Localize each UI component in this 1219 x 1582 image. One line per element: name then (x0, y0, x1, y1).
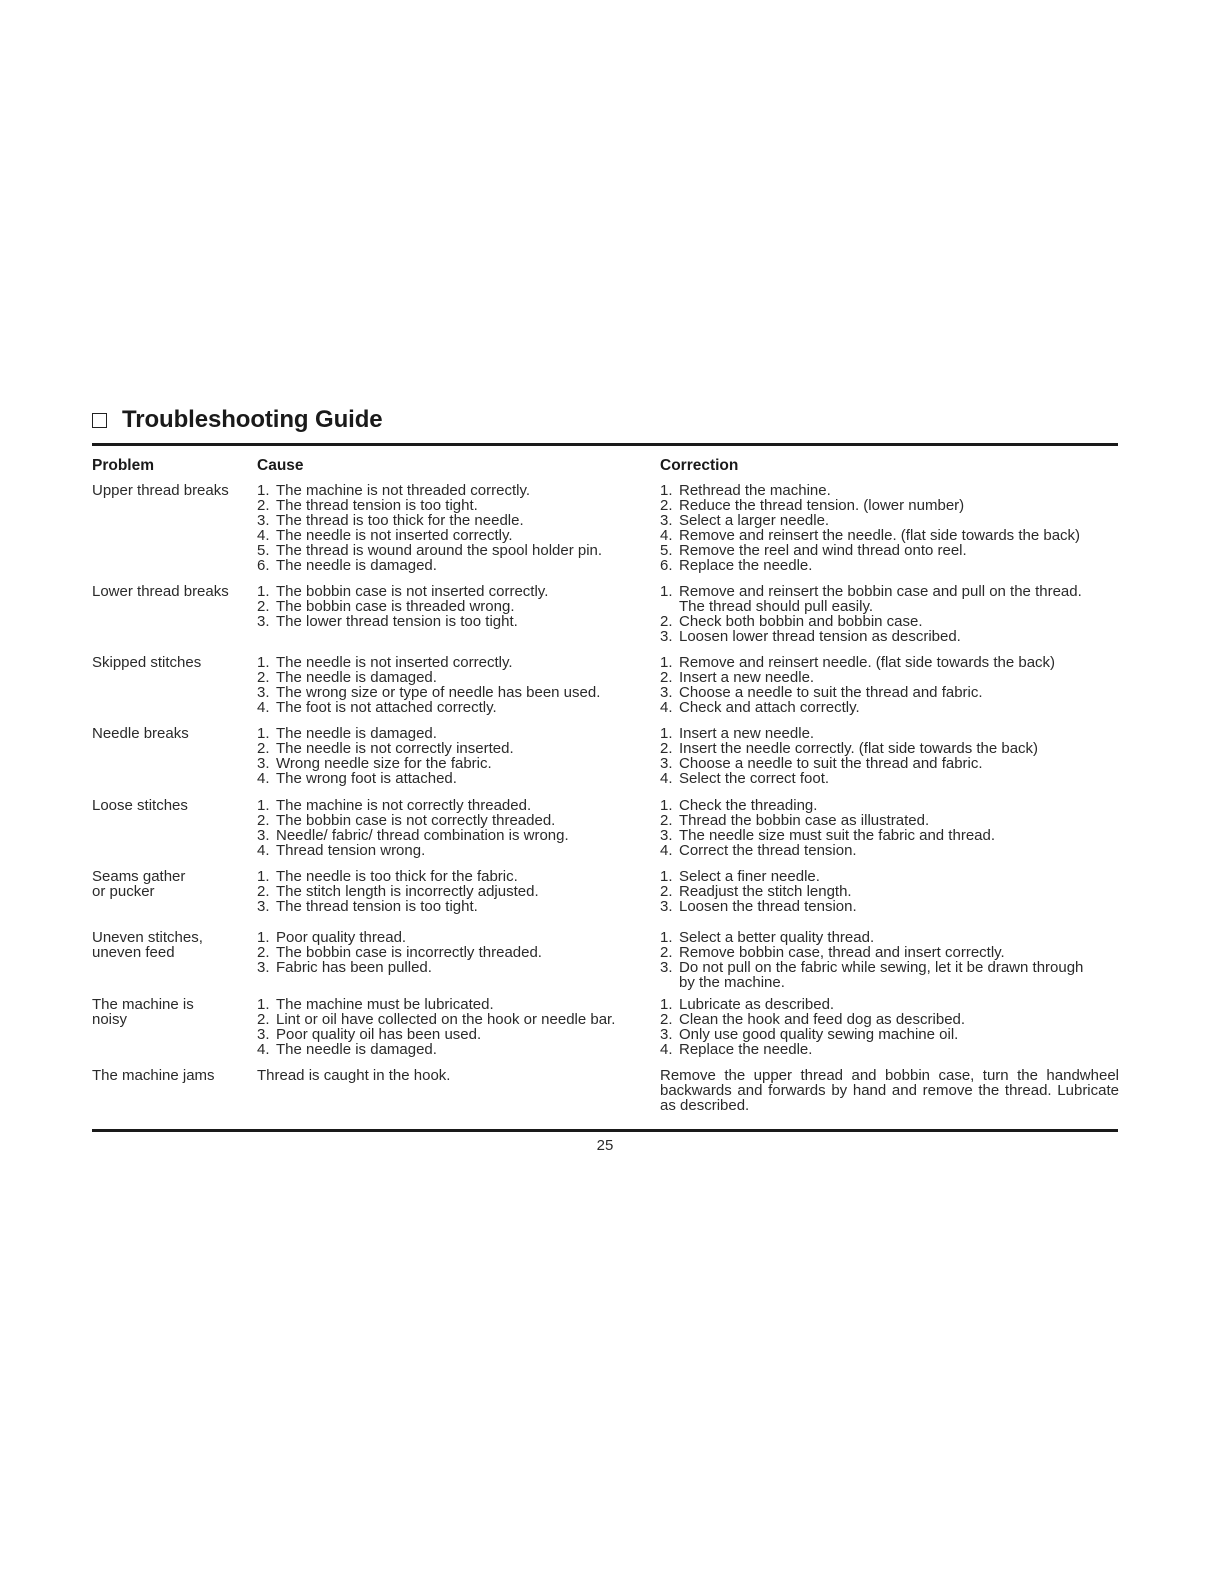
item-number: 2. (257, 669, 270, 687)
item-text: The needle is damaged. (276, 1041, 437, 1059)
cause-cell (257, 997, 652, 1057)
correction-cell (660, 930, 1120, 990)
item-text: Select the correct foot. (679, 770, 830, 788)
item-number: 4. (257, 527, 270, 545)
item-number: 4. (660, 1041, 673, 1059)
item-text: The needle is not inserted correctly. (276, 527, 513, 545)
problem-line: Loose stitches (92, 797, 188, 814)
item-number: 1. (257, 482, 270, 499)
item-text: Lubricate as described. (679, 996, 835, 1013)
item-text: Check both bobbin and bobbin case. (679, 613, 923, 631)
item-text: Loosen lower thread tension as described. (679, 628, 961, 646)
cause-item (257, 771, 652, 786)
problem-cell (92, 930, 252, 960)
item-text: The foot is not attached correctly. (276, 699, 497, 717)
item-text: Reduce the thread tension. (lower number) (679, 497, 965, 515)
item-number: 3. (660, 755, 673, 773)
item-text: Thread the bobbin case as illustrated. (679, 812, 930, 830)
cause-item (257, 1042, 652, 1057)
item-number: 1. (257, 725, 270, 742)
cause-item (257, 1027, 652, 1042)
item-text: The bobbin case is not inserted correctly. (276, 583, 549, 600)
correction-cell (660, 655, 1120, 715)
item-text: Fabric has been pulled. (276, 959, 432, 977)
top-divider (92, 443, 1118, 446)
problem-line: noisy (92, 1011, 128, 1029)
bottom-divider (92, 1129, 1118, 1132)
item-text: The needle is too thick for the fabric. (276, 868, 518, 885)
item-text: Only use good quality sewing machine oil. (679, 1026, 959, 1044)
cause-item (257, 685, 652, 700)
cause-item (257, 498, 652, 513)
correction-cell (660, 726, 1120, 786)
cause-item (257, 741, 652, 756)
correction-item (660, 498, 1120, 513)
item-number: 4. (660, 842, 673, 860)
correction-item (660, 655, 1120, 670)
item-text: Poor quality thread. (276, 929, 407, 946)
item-text: Choose a needle to suit the thread and fabric. (679, 755, 983, 773)
item-number: 3. (257, 959, 270, 977)
correction-cell (660, 798, 1120, 858)
problem-cell (92, 483, 252, 498)
item-text: Insert the needle correctly. (flat side towards the back) (679, 740, 1039, 758)
correction-item (660, 700, 1120, 715)
item-text: Rethread the machine. (679, 482, 831, 499)
item-number: 1. (660, 725, 673, 742)
correction-item (660, 756, 1120, 771)
item-number: 3. (660, 959, 673, 977)
item-text: The lower thread tension is too tight. (276, 613, 518, 631)
item-number: 3. (257, 827, 270, 845)
correction-item (660, 614, 1120, 629)
item-number: 1. (660, 583, 673, 600)
correction-item (660, 930, 1120, 945)
item-number: 2. (660, 944, 673, 962)
item-text: The thread is wound around the spool holder pin. (276, 542, 603, 560)
item-number: 6. (257, 557, 270, 575)
item-number: 2. (660, 669, 673, 687)
cause-item (257, 483, 652, 498)
item-number: 2. (660, 740, 673, 758)
item-text: Needle/ fabric/ thread combination is wrong. (276, 827, 569, 845)
item-text: Poor quality oil has been used. (276, 1026, 482, 1044)
correction-item (660, 528, 1120, 543)
item-number: 3. (257, 512, 270, 530)
item-text: The needle is not inserted correctly. (276, 654, 513, 671)
correction-cell (660, 869, 1120, 914)
item-number: 2. (660, 812, 673, 830)
item-number: 4. (660, 699, 673, 717)
correction-item (660, 685, 1120, 700)
cause-item (257, 1012, 652, 1027)
correction-item (660, 741, 1120, 756)
correction-cell (660, 997, 1120, 1057)
correction-cell (660, 1068, 1120, 1113)
item-text: The needle is damaged. (276, 669, 437, 687)
problem-cell (92, 1068, 252, 1083)
cause-cell (257, 798, 652, 858)
page-number: 25 (596, 1137, 614, 1154)
correction-item (660, 1042, 1120, 1057)
item-number: 2. (257, 1011, 270, 1029)
item-number: 1. (257, 797, 270, 814)
cause-item (257, 558, 652, 573)
cause-item (257, 543, 652, 558)
item-number: 2. (660, 497, 673, 515)
item-number: 2. (257, 497, 270, 515)
item-number: 3. (660, 628, 673, 646)
cause-cell (257, 869, 652, 914)
item-number: 2. (257, 812, 270, 830)
correction-item (660, 884, 1120, 899)
item-number: 1. (257, 654, 270, 671)
cause-cell (257, 1068, 652, 1083)
item-number: 4. (257, 1041, 270, 1059)
correction-item (660, 798, 1120, 813)
item-text: The machine is not threaded correctly. (276, 482, 531, 499)
correction-column-header: Correction (660, 457, 739, 474)
correction-item (660, 584, 1120, 599)
item-text: Remove the reel and wind thread onto reel. (679, 542, 967, 560)
problem-cell (92, 655, 252, 670)
item-number: 1. (257, 929, 270, 946)
item-text: Select a finer needle. (679, 868, 820, 885)
problem-line: Needle breaks (92, 725, 189, 742)
problem-line: Lower thread breaks (92, 583, 229, 600)
correction-item (660, 670, 1120, 685)
item-text: The bobbin case is not correctly threaded. (276, 812, 556, 830)
problem-line: Skipped stitches (92, 654, 202, 671)
item-number: 2. (257, 883, 270, 901)
item-number: 4. (257, 842, 270, 860)
correction-item (660, 726, 1120, 741)
cause-item (257, 513, 652, 528)
item-number: 5. (257, 542, 270, 560)
item-number: 4. (257, 699, 270, 717)
cause-item (257, 869, 652, 884)
item-number: 6. (660, 557, 673, 575)
correction-item (660, 843, 1120, 858)
cause-item (257, 813, 652, 828)
item-number: 1. (257, 583, 270, 600)
item-number: 1. (660, 996, 673, 1013)
item-text: Readjust the stitch length. (679, 883, 852, 901)
cause-cell (257, 584, 652, 629)
item-text: Clean the hook and feed dog as described. (679, 1011, 966, 1029)
item-text: The wrong foot is attached. (276, 770, 457, 788)
cause-item (257, 670, 652, 685)
item-number: 3. (660, 684, 673, 702)
problem-cell (92, 798, 252, 813)
problem-cell (92, 726, 252, 741)
cause-item (257, 798, 652, 813)
item-text: The machine must be lubricated. (276, 996, 494, 1013)
correction-item-continuation: The thread should pull easily. (679, 598, 874, 616)
cause-item (257, 945, 652, 960)
item-number: 2. (257, 740, 270, 758)
item-text: Remove and reinsert the needle. (flat side towards the back) (679, 527, 1081, 545)
item-text: Choose a needle to suit the thread and fabric. (679, 684, 983, 702)
item-number: 3. (257, 898, 270, 916)
problem-cell (92, 584, 252, 599)
correction-item (660, 1012, 1120, 1027)
cause-cell (257, 655, 652, 715)
correction-cell (660, 584, 1120, 644)
item-number: 3. (660, 898, 673, 916)
item-number: 4. (660, 527, 673, 545)
correction-item (660, 558, 1120, 573)
problem-line: Seams gather (92, 868, 186, 885)
item-number: 1. (660, 797, 673, 814)
item-number: 1. (660, 929, 673, 946)
problem-line: The machine jams (92, 1067, 215, 1084)
problem-cell (92, 869, 252, 899)
item-text: Wrong needle size for the fabric. (276, 755, 492, 773)
item-text: Lint or oil have collected on the hook or needle bar. (276, 1011, 616, 1029)
cause-item (257, 726, 652, 741)
item-text: Thread tension wrong. (276, 842, 426, 860)
item-number: 1. (660, 654, 673, 671)
correction-item (660, 483, 1120, 498)
problem-line: Uneven stitches, (92, 929, 203, 946)
cause-item (257, 899, 652, 914)
item-text: Insert a new needle. (679, 669, 815, 687)
cause-cell (257, 483, 652, 574)
item-text: Select a larger needle. (679, 512, 830, 530)
item-text: Select a better quality thread. (679, 929, 875, 946)
problem-line: The machine is (92, 996, 194, 1013)
correction-item (660, 813, 1120, 828)
item-number: 3. (660, 1026, 673, 1044)
cause-item (257, 997, 652, 1012)
item-text: The stitch length is incorrectly adjusted. (276, 883, 539, 901)
item-text: The bobbin case is incorrectly threaded. (276, 944, 542, 962)
cause-column-header: Cause (257, 457, 304, 474)
item-number: 3. (660, 827, 673, 845)
correction-item (660, 828, 1120, 843)
cause-item (257, 930, 652, 945)
item-text: Replace the needle. (679, 557, 813, 575)
item-text: The wrong size or type of needle has been used. (276, 684, 601, 702)
item-number: 3. (257, 684, 270, 702)
item-text: The needle is not correctly inserted. (276, 740, 514, 758)
cause-item (257, 599, 652, 614)
item-text: The bobbin case is threaded wrong. (276, 598, 515, 616)
correction-item (660, 869, 1120, 884)
item-text: Remove and reinsert the bobbin case and pull on the thread. (679, 583, 1082, 600)
item-number: 2. (660, 883, 673, 901)
correction-item (660, 543, 1120, 558)
item-number: 1. (257, 868, 270, 885)
cause-cell (257, 726, 652, 786)
item-text: Check the threading. (679, 797, 818, 814)
item-number: 4. (660, 770, 673, 788)
problem-column-header: Problem (92, 457, 155, 474)
problem-line: uneven feed (92, 944, 175, 962)
problem-cell (92, 997, 252, 1027)
correction-item (660, 899, 1120, 914)
cause-item (257, 828, 652, 843)
correction-item (660, 945, 1120, 960)
item-number: 2. (660, 1011, 673, 1029)
item-number: 1. (257, 996, 270, 1013)
item-text: Insert a new needle. (679, 725, 815, 742)
checkbox-square-icon (92, 413, 107, 428)
cause-item (257, 614, 652, 629)
item-text: The needle size must suit the fabric and thread. (679, 827, 996, 845)
problem-line: or pucker (92, 883, 155, 901)
cause-item (257, 655, 652, 670)
item-number: 5. (660, 542, 673, 560)
item-text: Remove bobbin case, thread and insert correctly. (679, 944, 1005, 962)
item-text: The machine is not correctly threaded. (276, 797, 532, 814)
item-number: 4. (257, 770, 270, 788)
correction-item (660, 629, 1120, 644)
correction-item-continuation: by the machine. (679, 974, 785, 992)
item-text: Remove and reinsert needle. (flat side towards the back) (679, 654, 1056, 671)
section-header (92, 406, 383, 434)
item-number: 2. (257, 944, 270, 962)
cause-item (257, 884, 652, 899)
item-text: Do not pull on the fabric while sewing, let it be drawn through (679, 959, 1084, 977)
correction-item (660, 513, 1120, 528)
item-text: The thread tension is too tight. (276, 497, 478, 515)
item-number: 3. (257, 755, 270, 773)
item-text: The thread is too thick for the needle. (276, 512, 524, 530)
cause-item (257, 584, 652, 599)
item-text: The needle is damaged. (276, 557, 437, 575)
item-text: The thread tension is too tight. (276, 898, 478, 916)
correction-cell (660, 483, 1120, 574)
page-title: Troubleshooting Guide (122, 406, 383, 433)
correction-item (660, 960, 1120, 975)
item-text: Correct the thread tension. (679, 842, 857, 860)
correction-item (660, 1027, 1120, 1042)
correction-item (660, 997, 1120, 1012)
correction-text: Remove the upper thread and bobbin case, turn the handwheel backwards and forwards by hand and remove the thread. Lubricate as described. (660, 1067, 1119, 1115)
cause-item (257, 528, 652, 543)
item-text: Loosen the thread tension. (679, 898, 857, 916)
item-number: 2. (660, 613, 673, 631)
cause-text: Thread is caught in the hook. (257, 1067, 451, 1084)
item-text: The needle is damaged. (276, 725, 437, 742)
item-number: 1. (660, 868, 673, 885)
problem-line: Upper thread breaks (92, 482, 229, 499)
cause-item (257, 756, 652, 771)
item-number: 3. (660, 512, 673, 530)
item-number: 3. (257, 613, 270, 631)
cause-cell (257, 930, 652, 975)
cause-item (257, 700, 652, 715)
item-number: 1. (660, 482, 673, 499)
cause-item (257, 960, 652, 975)
item-text: Check and attach correctly. (679, 699, 860, 717)
item-number: 2. (257, 598, 270, 616)
correction-item (660, 771, 1120, 786)
cause-item (257, 843, 652, 858)
item-number: 3. (257, 1026, 270, 1044)
item-text: Replace the needle. (679, 1041, 813, 1059)
